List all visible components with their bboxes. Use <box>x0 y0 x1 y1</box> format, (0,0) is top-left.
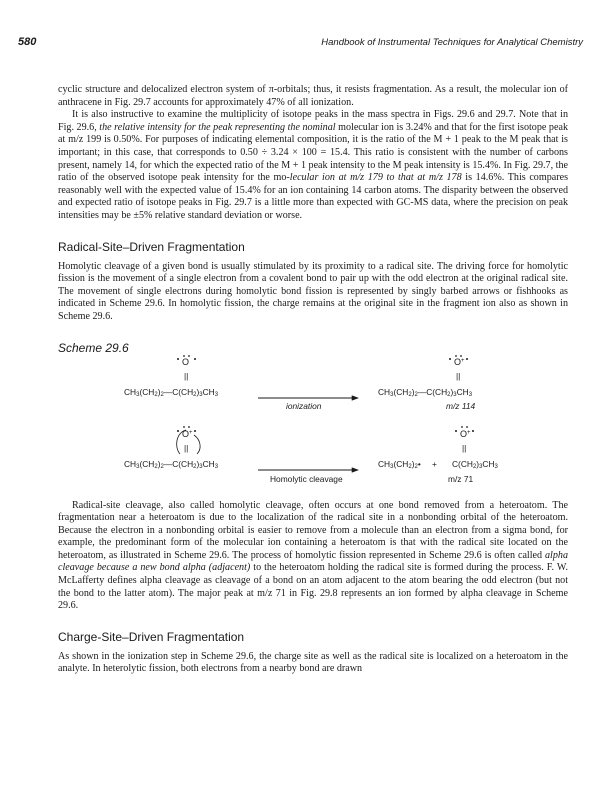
lone-pair-dot-8 <box>466 426 468 428</box>
lone-pair-dot-5 <box>183 426 185 428</box>
reactant-formula-2: $CH_3(CH_2)_2—C(CH_2)_3CH_3$ <box>124 458 219 470</box>
radical-dot-3 <box>449 358 451 360</box>
product-double-bond-2: || <box>462 442 467 453</box>
radical-dot-6 <box>194 430 196 432</box>
lone-pair-dot-6 <box>188 426 190 428</box>
scheme-29-6 <box>58 355 568 492</box>
page-number: 580 <box>18 36 37 48</box>
paragraph-alpha-cleavage <box>58 500 568 613</box>
alpha-emphasis: alpha cleavage because a new bond alpha (adjacent) <box>58 549 568 574</box>
radical-dot-2 <box>194 358 196 360</box>
alpha-text-1: Radical-site cleavage, also called homolytic cleavage, often occurs at one bond removed from a heteroatom. The fragmentation near a heteroatom is due to the localization of the radical site in a nonbonding orbital of the heteroatom. Because the electron in a nonbonding orbital is easier to remove from a molecule than an electron from a sigma bond, for example, the predominant form of the molecular ion containing a heteroatom is that with the radical site located on the heteroatom, as illustrated in Scheme 29.6. The process of homolytic fission represented in Scheme 29.6 is often called <box>58 499 568 561</box>
paragraph-anthracene: cyclic structure and delocalized electron system of π-orbitals; thus, it resists fragmentation. As a result, the molecular ion of anthracene in Fig. 29.7 accounts for approximately 47% of all ionization. <box>58 84 568 108</box>
radical-dot-8 <box>472 430 474 432</box>
radical-dot-7 <box>455 430 457 432</box>
alpha-text-2: to the heteroatom holding the radical site is formed during the process. F. W. McLafferty defines alpha cleavage as cleavage of a bond on an atom adjacent to the atom bearing the odd electron (but not the bond to the latter atom). The major peak at m/z 71 in Fig. 29.8 represents an ion formed by alpha cleavage in Scheme 29.6. <box>58 562 568 612</box>
reactant-double-bond-1: || <box>184 370 189 381</box>
running-title: Handbook of Instrumental Techniques for Analytical Chemistry <box>321 37 583 48</box>
radical-fragment-formula: $CH_3(CH_2)_2•$ <box>378 458 421 470</box>
plus-sign: + <box>432 458 437 469</box>
scheme-arrows-drawing <box>58 355 568 492</box>
section-heading-charge-site: Charge-Site–Driven Fragmentation <box>58 629 245 644</box>
isotope-emphasis-1: the relative intensity for the peak representing the nominal <box>99 121 336 133</box>
lone-pair-dot-7 <box>461 426 463 428</box>
homolytic-cleavage-label: Homolytic cleavage <box>270 473 343 484</box>
radical-dot-4 <box>466 358 468 360</box>
radical-dot-5 <box>177 430 179 432</box>
scheme-title: Scheme 29.6 <box>58 340 129 355</box>
product-double-bond-1: || <box>456 370 461 381</box>
page-header <box>18 36 583 52</box>
reactant-double-bond-2: || <box>184 442 189 453</box>
reactant-oxygen-2: O+ <box>182 428 193 439</box>
isotope-text-2: molecular ion is 3.24% and that for the first isotope peak at m/z 199 is 0.50%. For purposes of indicating elemental composition, it is the ratio of the M + 1 peak to the M peak that is important; in this case, that corresponds to 0.50 ÷ 3.24 × 100 = 15.4. This ratio is consistent with the number of carbons present, namely 14, for which the expected ratio of the M + 1 peak intensity to the M peak intensity is 15.4%. In Fig. 29.7, the ratio of the observed isotope peak intensity for the mo- <box>58 121 568 184</box>
mz-71-label: m/z 71 <box>448 473 474 484</box>
paragraph-heterolytic-fission: As shown in the ionization step in Scheme 29.6, the charge site as well as the radical site is localized on a heteroatom in the analyte. In heterolytic fission, both electrons from a nearby bond are drawn <box>58 650 568 675</box>
fishhook-arrow-2 <box>194 435 200 454</box>
radical-dot-1 <box>177 358 179 360</box>
isotope-text-1: It is also instructive to examine the multiplicity of isotope peaks in the mass spectra in Figs. 29.6 and 29.7. Note that in Fig. 29.6, <box>58 109 568 133</box>
paragraph-homolytic-cleavage: Homolytic cleavage of a given bond is usually stimulated by its proximity to a radical site. The driving force for homolytic fission is the movement of a single electron from a covalent bond to pair up with the odd electron at the original radical site. The movement of single electrons during homolytic bond fission is represented by singly barbed arrows or fishhooks as indicated in Scheme 29.6. In homolytic fission, the charge remains at the original site in the fragment ion also as shown in Scheme 29.6. <box>58 260 568 322</box>
product-oxygen-2: O+ <box>460 428 471 439</box>
product-oxygen-1: O+ <box>454 356 465 367</box>
ion-fragment-formula: $C(CH_2)_3CH_3$ <box>452 458 498 470</box>
reactant-oxygen-1: O <box>182 356 190 367</box>
product-formula-1: $CH_3(CH_2)_2—C(CH_2)_3CH_3$ <box>378 386 473 398</box>
section-heading-radical-site: Radical-Site–Driven Fragmentation <box>58 239 245 254</box>
ionization-label: ionization <box>286 400 322 411</box>
reactant-formula-1: $CH_3(CH_2)_2—C(CH_2)_3CH_3$ <box>124 386 219 398</box>
mz-114-label: m/z 114 <box>446 400 476 411</box>
isotope-emphasis-2: lecular ion at m/z 179 to that at m/z 178 <box>289 172 462 184</box>
paragraph-isotope-peaks <box>58 109 568 222</box>
page-body <box>58 84 568 676</box>
isotope-text-3: is 14.6%. This compares reasonably well with the expected value of 15.4% for an ion containing 14 carbon atoms. The disparity between the observed and expected ratio of isotope peaks in Fig. 29.7 is a little more than expected with GC-MS data, where the precision on peak intensities may be ±5% relative standard deviation or worse. <box>58 172 568 221</box>
